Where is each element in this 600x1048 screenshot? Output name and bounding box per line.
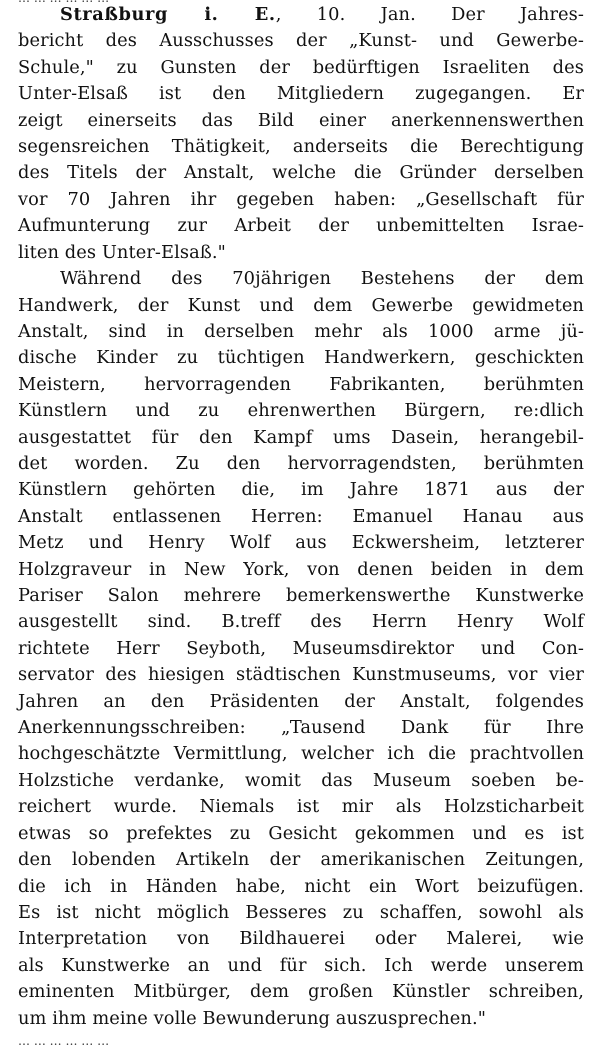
paragraph-start-line: Während des 70jährigen Bestehens der dem xyxy=(60,268,584,290)
text-line: segensreichen Thätigkeit, anderseits die Berechtigung xyxy=(18,136,584,158)
dateline-rest: , 10. Jan. Der Jahres- xyxy=(275,4,584,25)
text-line: Metz und Henry Wolf aus Eckwersheim, letzterer xyxy=(18,532,584,554)
text-line: Handwerk, der Kunst und dem Gewerbe gewidmeten xyxy=(18,294,584,316)
text-line: Holzstiche verdanke, womit das Museum soeben be- xyxy=(18,769,584,791)
text-line: Unter-Elsaß ist den Mitgliedern zugegangen. Er xyxy=(18,83,584,105)
text-line: Künstlern gehörten die, im Jahre 1871 aus der xyxy=(18,479,584,501)
text-line: servator des hiesigen städtischen Kunstmuseums, vor vier xyxy=(18,664,584,686)
text-line: ausgestattet für den Kampf ums Dasein, herangebil- xyxy=(18,426,584,448)
text-line: um ihm meine volle Bewunderung auszusprechen." xyxy=(18,1007,487,1029)
text-line: Aufmunterung zur Arbeit der unbemittelten Israe- xyxy=(18,215,584,237)
text-line: als Kunstwerke an und für sich. Ich werde unserem xyxy=(18,954,584,976)
text-line: bericht des Ausschusses der „Kunst- und Gewerbe- xyxy=(18,30,584,52)
text-line: den lobenden Artikeln der amerikanischen Zeitungen, xyxy=(18,849,584,871)
text-line: etwas so prefektes zu Gesicht gekommen und es ist xyxy=(18,822,584,844)
text-line: Pariser Salon mehrere bemerkenswerthe Kunstwerke xyxy=(18,585,584,607)
text-line: dische Kinder zu tüchtigen Handwerkern, geschickten xyxy=(18,347,584,369)
text-line: det worden. Zu den hervorragendsten, berühmten xyxy=(18,452,584,474)
text-line: des Titels der Anstalt, welche die Gründer derselben xyxy=(18,162,584,184)
text-line: reichert wurde. Niemals ist mir als Holzsticharbeit xyxy=(18,796,584,818)
text-line: ausgestellt sind. B.treff des Herrn Henry Wolf xyxy=(18,611,584,633)
text-line: Holzgraveur in New York, von denen beiden in dem xyxy=(18,558,584,580)
text-line: eminenten Mitbürger, dem großen Künstler schreiben, xyxy=(18,981,584,1003)
text-line: hochgeschätzte Vermittlung, welcher ich die prachtvollen xyxy=(18,743,584,765)
text-line: richtete Herr Seyboth, Museumsdirektor und Con- xyxy=(18,637,584,659)
text-line: Es ist nicht möglich Besseres zu schaffen, sowohl als xyxy=(18,901,584,923)
dateline-place: Straßburg i. E. xyxy=(60,4,276,25)
text-line: liten des Unter-Elsaß." xyxy=(18,241,226,263)
text-line: Künstlern und zu ehrenwerthen Bürgern, re:dlich xyxy=(18,400,584,422)
text-line: die ich in Händen habe, nicht ein Wort beizufügen. xyxy=(18,875,584,897)
text-line: Anstalt entlassenen Herren: Emanuel Hanau aus xyxy=(18,505,584,527)
text-line: Anerkennungsschreiben: „Tausend Dank für Ihre xyxy=(18,717,584,739)
text-line: Schule," zu Gunsten der bedürftigen Israeliten des xyxy=(18,56,584,78)
text-line: Interpretation von Bildhauerei oder Malerei, wie xyxy=(18,928,584,950)
text-line: vor 70 Jahren ihr gegeben haben: „Gesellschaft für xyxy=(18,188,584,210)
bottom-cut-fragment: … … … … … … xyxy=(18,1034,110,1048)
text-line: zeigt einerseits das Bild einer anerkennenswerthen xyxy=(18,109,584,131)
dateline-line xyxy=(60,2,584,28)
text-line: Jahren an den Präsidenten der Anstalt, folgendes xyxy=(18,690,584,712)
text-line: Meistern, hervorragenden Fabrikanten, berühmten xyxy=(18,373,584,395)
text-line: Anstalt, sind in derselben mehr als 1000 arme jü- xyxy=(18,320,584,342)
